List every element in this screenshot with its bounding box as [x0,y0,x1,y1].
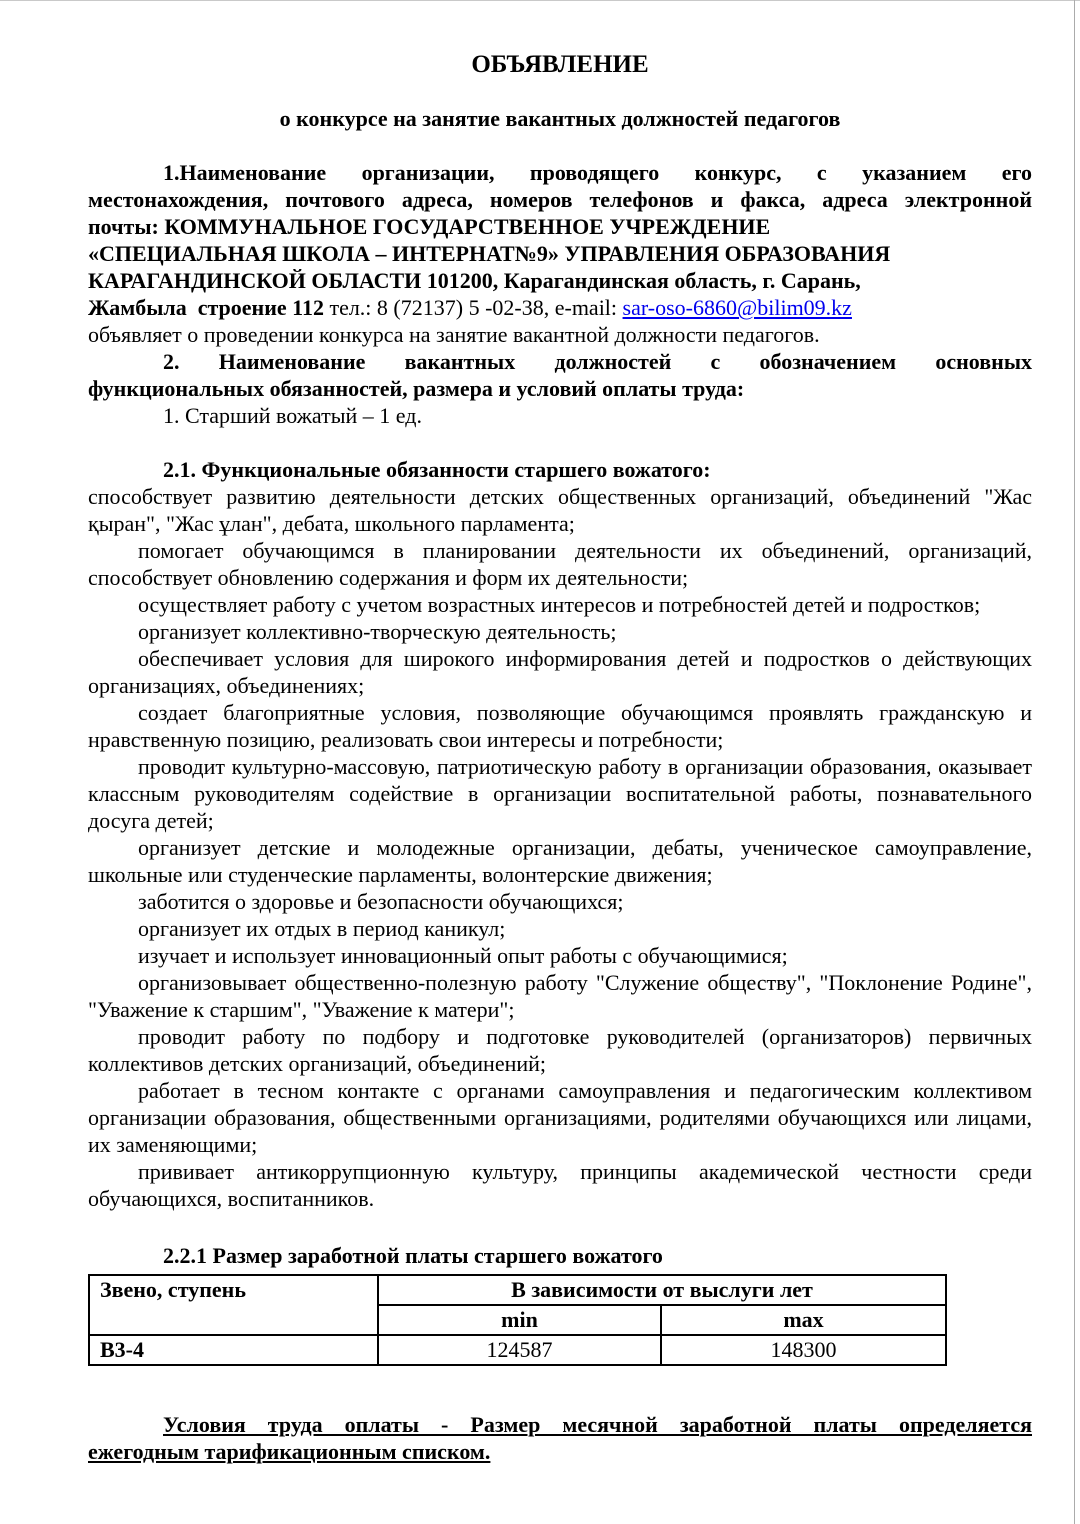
duties-list [88,483,1032,1212]
text-segment: тел.: 8 (72137) 5 -02-38, e-mail: [329,295,623,320]
text-segment: 1.Наименование организации, проводящего конкурс, с указанием его [163,160,1032,185]
duty-item: помогает обучающимся в планировании деятельности их объединений, организаций, способствует обновлению содержания и форм их деятельности; [88,538,1032,590]
table-cell-grade: В3-4 [89,1335,378,1365]
duty-item: работает в тесном контакте с органами самоуправления и педагогическим коллективом организации образования, общественными организациями, родителями обучающихся или лицами, их заменяющими; [88,1078,1032,1157]
text-segment: местонахождения, почтового адреса, номеров телефонов и факса, адреса электронной [88,187,1032,212]
duty-item: способствует развитию деятельности детских общественных организаций, объединений "Жас қыран", "Жас ұлан", дебата, школьного парламента; [88,484,1032,536]
duty-item: организует детские и молодежные организации, дебаты, ученическое самоуправление, школьные или студенческие парламенты, волонтерские движения; [88,835,1032,887]
document-title: ОБЪЯВЛЕНИЕ [471,51,649,78]
duty-item: заботится о здоровье и безопасности обучающихся; [138,889,624,914]
table-cell-min: 124587 [378,1335,661,1365]
section-2-2-1-heading: 2.2.1 Размер заработной платы старшего вожатого [163,1243,663,1268]
text-line [88,240,1032,267]
text-line [88,267,1032,294]
text-segment: объявляет о проведении конкурса на занятие вакантной должности педагогов. [88,322,820,347]
text-segment: КАРАГАНДИНСКОЙ ОБЛАСТИ 101200, Карагандинская область, г. Сарань, [88,268,861,293]
table-header-row-1 [89,1275,946,1305]
text-segment: Условия труда оплаты - Размер месячной заработной платы определяется [163,1412,1032,1437]
duty-item: организовывает общественно-полезную работу "Служение обществу", "Поклонение Родине", "Уважение к старшим", "Уважение к матери"; [88,970,1032,1022]
duty-item: проводит работу по подбору и подготовке руководителей (организаторов) первичных коллективов детских организаций, объединений; [88,1024,1032,1076]
table-header-grade: Звено, ступень [89,1275,378,1335]
duty-item: прививает антикоррупционную культуру, принципы академической честности среди обучающихся, воспитанников. [88,1159,1032,1211]
section-2-heading [88,348,1032,402]
table-header-group: В зависимости от выслуги лет [378,1275,946,1305]
text-line [88,1438,1032,1465]
vacancy-item: 1. Старший вожатый – 1 ед. [163,403,422,428]
text-line [88,321,1032,348]
org-info-paragraph [88,159,1032,348]
duty-item: организует коллективно-творческую деятельность; [138,619,617,644]
duty-item: изучает и использует инновационный опыт работы с обучающимися; [138,943,788,968]
text-line [88,294,1032,321]
duty-item: организует их отдых в период каникул; [138,916,506,941]
table-header-min: min [378,1305,661,1335]
text-line [88,213,1032,240]
text-line [88,159,1032,186]
table-data-row [89,1335,946,1365]
page-edge-top-artifact [0,0,1080,1]
text-segment: почты: КОММУНАЛЬНОЕ ГОСУДАРСТВЕННОЕ УЧРЕЖДЕНИЕ [88,214,771,239]
text-line [88,375,1032,402]
duty-item: осуществляет работу с учетом возрастных интересов и потребностей детей и подростков; [138,592,981,617]
duty-item: создает благоприятные условия, позволяющие обучающимся проявлять гражданскую и нравственную позицию, реализовать свои интересы и потребности; [88,700,1032,752]
text-segment: Жамбыла строение 112 [88,295,330,320]
salary-table [88,1274,947,1366]
email-link[interactable]: sar-oso-6860@bilim09.kz [622,295,852,320]
text-line [88,1411,1032,1438]
duty-item: проводит культурно-массовую, патриотическую работу в организации образования, оказывает классным руководителям содействие в организации воспитательной работы, познавательного досуга детей; [88,754,1032,833]
table-cell-max: 148300 [661,1335,946,1365]
duty-item: обеспечивает условия для широкого информирования детей и подростков о действующих организациях, объединениях; [88,646,1032,698]
document-subtitle: о конкурсе на занятие вакантных должностей педагогов [279,106,841,131]
text-line [88,186,1032,213]
section-2-1-heading: 2.1. Функциональные обязанности старшего вожатого: [163,457,711,482]
text-segment: «СПЕЦИАЛЬНАЯ ШКОЛА – ИНТЕРНАТ№9» УПРАВЛЕНИЯ ОБРАЗОВАНИЯ [88,241,891,266]
terms-paragraph [88,1411,1032,1465]
text-segment: ежегодным тарификационным списком. [88,1439,491,1464]
text-line [88,348,1032,375]
table-header-max: max [661,1305,946,1335]
text-segment: 2. Наименование вакантных должностей с обозначением основных [163,349,1032,374]
text-segment: функциональных обязанностей, размера и условий оплаты труда: [88,376,745,401]
page-edge-right-artifact [1074,0,1075,1524]
